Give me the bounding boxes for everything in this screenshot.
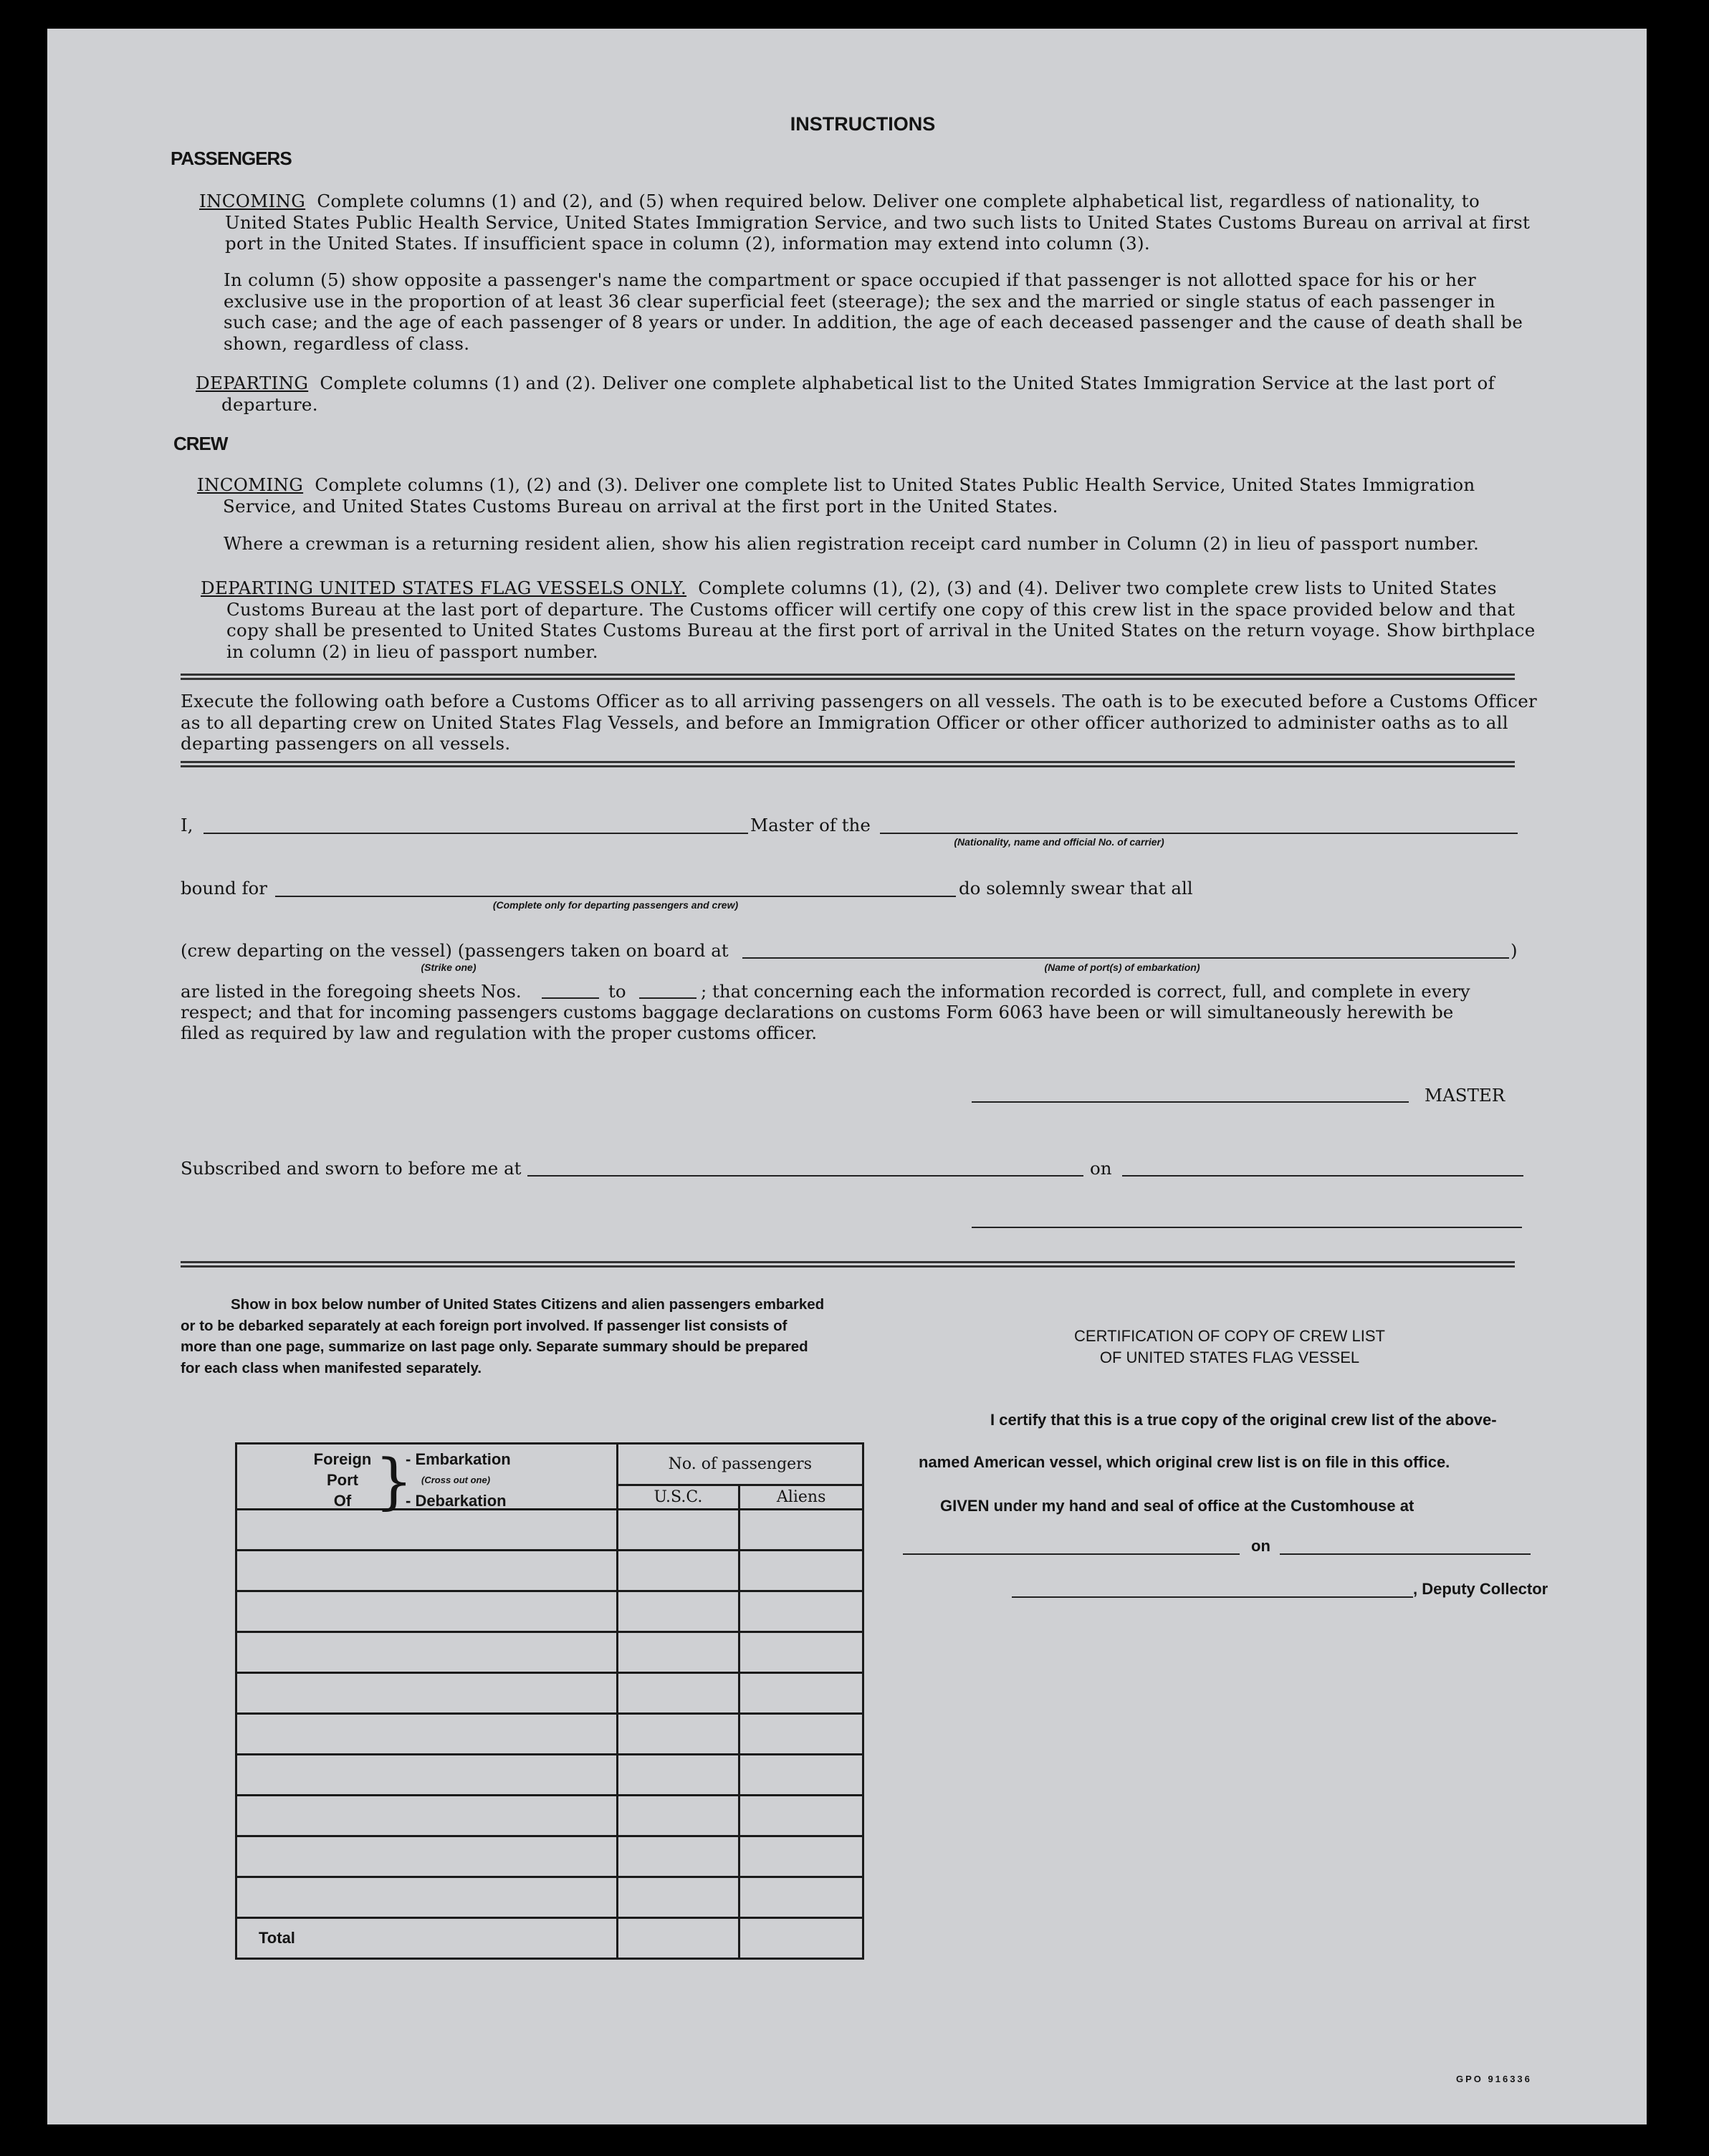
carrier-caption: (Nationality, name and official No. of carrier) bbox=[954, 836, 1164, 848]
table-row bbox=[236, 1632, 863, 1673]
table-row bbox=[236, 1673, 863, 1714]
sheet-to-field[interactable] bbox=[639, 997, 696, 999]
subscribed-label: Subscribed and sworn to before me at bbox=[181, 1158, 522, 1179]
certification-line3: GIVEN under my hand and seal of office at the Customhouse at bbox=[940, 1497, 1414, 1515]
swear-text: do solemnly swear that all bbox=[959, 878, 1193, 899]
master-of-the-label: Master of the bbox=[750, 815, 871, 835]
port-cell[interactable] bbox=[236, 1714, 618, 1755]
aliens-cell[interactable] bbox=[739, 1551, 863, 1591]
table-row bbox=[236, 1836, 863, 1877]
debarkation-label: - Debarkation bbox=[406, 1492, 507, 1510]
deputy-signature-field[interactable] bbox=[1012, 1596, 1413, 1598]
usc-cell[interactable] bbox=[617, 1551, 739, 1591]
usc-cell[interactable] bbox=[617, 1877, 739, 1918]
aliens-cell[interactable] bbox=[739, 1632, 863, 1673]
passenger-summary-table bbox=[235, 1442, 864, 1960]
aliens-header: Aliens bbox=[739, 1485, 863, 1510]
to-label: to bbox=[608, 981, 626, 1002]
aliens-cell[interactable] bbox=[739, 1673, 863, 1714]
sworn-place-field[interactable] bbox=[527, 1175, 1083, 1177]
port-cell[interactable] bbox=[236, 1796, 618, 1836]
no-passengers-header: No. of passengers bbox=[617, 1444, 863, 1485]
crew-passengers-text: (crew departing on the vessel) (passengers taken on board at bbox=[181, 940, 729, 961]
port-cell[interactable] bbox=[236, 1510, 618, 1551]
passengers-incoming-label: INCOMING bbox=[199, 191, 306, 211]
embarkation-label: - Embarkation bbox=[406, 1450, 511, 1468]
oath-instructions: Execute the following oath before a Customs Officer as to all arriving passengers on all vessels. The oath is to be executed before a Customs Officer as to all departing crew on United States Flag Vessels, and before an Immigration Officer or other officer authorized to administer oaths as to all departing passengers on all vessels. bbox=[181, 691, 1538, 754]
bound-for-label: bound for bbox=[181, 878, 267, 899]
master-signature-field[interactable] bbox=[972, 1101, 1409, 1103]
carrier-field[interactable] bbox=[880, 833, 1518, 834]
usc-cell[interactable] bbox=[617, 1673, 739, 1714]
gpo-number: GPO 916336 bbox=[1456, 2074, 1532, 2084]
usc-cell[interactable] bbox=[617, 1755, 739, 1796]
total-row bbox=[236, 1918, 863, 1959]
usc-cell[interactable] bbox=[617, 1632, 739, 1673]
table-row bbox=[236, 1877, 863, 1918]
port-cell[interactable] bbox=[236, 1836, 618, 1877]
foreign-port-header bbox=[236, 1444, 618, 1516]
listed-text-a: are listed in the foregoing sheets Nos. bbox=[181, 981, 522, 1002]
aliens-cell[interactable] bbox=[739, 1510, 863, 1551]
document-page bbox=[47, 29, 1647, 2124]
listed-text-c: respect; and that for incoming passengers customs baggage declarations on customs Form 6063 have been or will simultaneously herewith be bbox=[181, 1002, 1454, 1022]
crew-heading: CREW bbox=[173, 433, 228, 454]
port-caption: (Name of port(s) of embarkation) bbox=[1044, 962, 1200, 973]
passengers-incoming-note: In column (5) show opposite a passenger's name the compartment or space occupied if that passenger is not allotted space for his or her exclusive use in the proportion of at least 36 clear superficial feet (steerage); the sex and the married or single status of each passenger in such case; and the age of each passenger of 8 years or under. In addition, the age of each deceased passenger and the cause of death shall be shown, regardless of class. bbox=[224, 269, 1523, 354]
strike-caption: (Strike one) bbox=[421, 962, 477, 973]
passengers-heading: PASSENGERS bbox=[171, 148, 292, 169]
sworn-on-label: on bbox=[1090, 1158, 1112, 1179]
port-cell[interactable] bbox=[236, 1632, 618, 1673]
double-rule bbox=[181, 1261, 1515, 1268]
table-row bbox=[236, 1755, 863, 1796]
bound-for-caption: (Complete only for departing passengers and crew) bbox=[492, 899, 739, 911]
port-cell[interactable] bbox=[236, 1877, 618, 1918]
cross-out-label: (Cross out one) bbox=[421, 1475, 491, 1485]
table-row bbox=[236, 1591, 863, 1632]
port-cell[interactable] bbox=[236, 1755, 618, 1796]
certification-line2: named American vessel, which original crew list is on file in this office. bbox=[919, 1453, 1450, 1471]
port-cell[interactable] bbox=[236, 1673, 618, 1714]
aliens-cell[interactable] bbox=[739, 1591, 863, 1632]
table-row bbox=[236, 1551, 863, 1591]
page-title: INSTRUCTIONS bbox=[790, 113, 936, 135]
deputy-collector-label: , Deputy Collector bbox=[1413, 1580, 1548, 1598]
double-rule bbox=[181, 761, 1515, 767]
foreign-label: Foreign bbox=[313, 1450, 372, 1468]
brace-icon: } bbox=[375, 1446, 413, 1516]
port-label: Port bbox=[327, 1471, 358, 1489]
crew-incoming-paragraph bbox=[197, 474, 1536, 517]
total-aliens-cell[interactable] bbox=[739, 1918, 863, 1959]
total-usc-cell[interactable] bbox=[617, 1918, 739, 1959]
table-row bbox=[236, 1510, 863, 1551]
sworn-date-field[interactable] bbox=[1122, 1175, 1523, 1177]
crew-incoming-label: INCOMING bbox=[197, 474, 304, 495]
aliens-cell[interactable] bbox=[739, 1755, 863, 1796]
crew-incoming-note: Where a crewman is a returning resident alien, show his alien registration receipt card number in Column (2) in lieu of passport number. bbox=[224, 533, 1480, 554]
master-label: MASTER bbox=[1425, 1085, 1505, 1106]
of-label: Of bbox=[333, 1492, 352, 1510]
master-name-field[interactable] bbox=[204, 833, 748, 834]
listed-text-d: filed as required by law and regulation with the proper customs officer. bbox=[181, 1022, 818, 1043]
bound-for-field[interactable] bbox=[275, 896, 956, 897]
usc-cell[interactable] bbox=[617, 1591, 739, 1632]
table-row bbox=[236, 1796, 863, 1836]
passengers-incoming-text: Complete columns (1) and (2), and (5) when required below. Deliver one complete alphabetical list, regardless of nationality, to United States Public Health Service, United States Immigration Service, and two such lists to United States Customs Bureau on arrival at first port in the United States. If insufficient space in column (2), information may extend into column (3). bbox=[225, 191, 1531, 254]
double-rule bbox=[181, 674, 1515, 680]
usc-cell[interactable] bbox=[617, 1796, 739, 1836]
passengers-incoming-paragraph bbox=[199, 191, 1536, 254]
crew-departing-label: DEPARTING UNITED STATES FLAG VESSELS ONLY. bbox=[201, 578, 687, 598]
certification-heading-line2: OF UNITED STATES FLAG VESSEL bbox=[1099, 1348, 1360, 1366]
usc-cell[interactable] bbox=[617, 1510, 739, 1551]
aliens-cell[interactable] bbox=[739, 1877, 863, 1918]
crew-incoming-text: Complete columns (1), (2) and (3). Deliver one complete list to United States Public Health Service, United States Immigration Service, and United States Customs Bureau on arrival at the first port in the United States. bbox=[223, 474, 1475, 517]
certification-heading-line1: CERTIFICATION OF COPY OF CREW LIST bbox=[1074, 1327, 1385, 1345]
oath-i-label: I, bbox=[181, 815, 193, 835]
listed-text-b: ; that concerning each the information recorded is correct, full, and complete in every bbox=[701, 981, 1470, 1002]
aliens-cell[interactable] bbox=[739, 1836, 863, 1877]
officer-signature-field[interactable] bbox=[972, 1227, 1522, 1228]
certification-date-field[interactable] bbox=[1280, 1553, 1531, 1555]
summary-instructions: Show in box below number of United States Citizens and alien passengers embarked or to be debarked separately at each foreign port involved. If passenger list consists of more than one page, summarize on last page only. Separate summary should be prepared for each class when manifested separately. bbox=[181, 1296, 825, 1376]
aliens-cell[interactable] bbox=[739, 1796, 863, 1836]
crew-departing-paragraph bbox=[201, 578, 1538, 662]
usc-cell[interactable] bbox=[617, 1714, 739, 1755]
customhouse-field[interactable] bbox=[903, 1553, 1240, 1555]
certification-on-label: on bbox=[1251, 1537, 1270, 1555]
certification-heading bbox=[979, 1326, 1480, 1369]
passengers-departing-label: DEPARTING bbox=[196, 373, 309, 393]
usc-header: U.S.C. bbox=[617, 1485, 739, 1510]
crew-departing-text: Complete columns (1), (2), (3) and (4). Deliver two complete crew lists to United States Customs Bureau at the last port of departure. The Customs officer will certify one copy of this crew list in the space provided below and that copy shall be presented to United States Customs Bureau at the first port of arrival in the United States on the return voyage. Show birthplace in column (2) in lieu of passport number. bbox=[226, 578, 1536, 662]
certification-line1: I certify that this is a true copy of the original crew list of the above- bbox=[990, 1411, 1497, 1429]
aliens-cell[interactable] bbox=[739, 1714, 863, 1755]
port-cell[interactable] bbox=[236, 1591, 618, 1632]
sheet-from-field[interactable] bbox=[542, 997, 599, 999]
table-row bbox=[236, 1714, 863, 1755]
passengers-departing-text: Complete columns (1) and (2). Deliver one complete alphabetical list to the United States Immigration Service at the last port of departure. bbox=[221, 373, 1495, 415]
embarkation-port-field[interactable] bbox=[742, 957, 1509, 959]
close-paren: ) bbox=[1511, 940, 1518, 961]
usc-cell[interactable] bbox=[617, 1836, 739, 1877]
total-label: Total bbox=[236, 1918, 618, 1959]
port-cell[interactable] bbox=[236, 1551, 618, 1591]
passengers-departing-paragraph bbox=[196, 373, 1536, 415]
